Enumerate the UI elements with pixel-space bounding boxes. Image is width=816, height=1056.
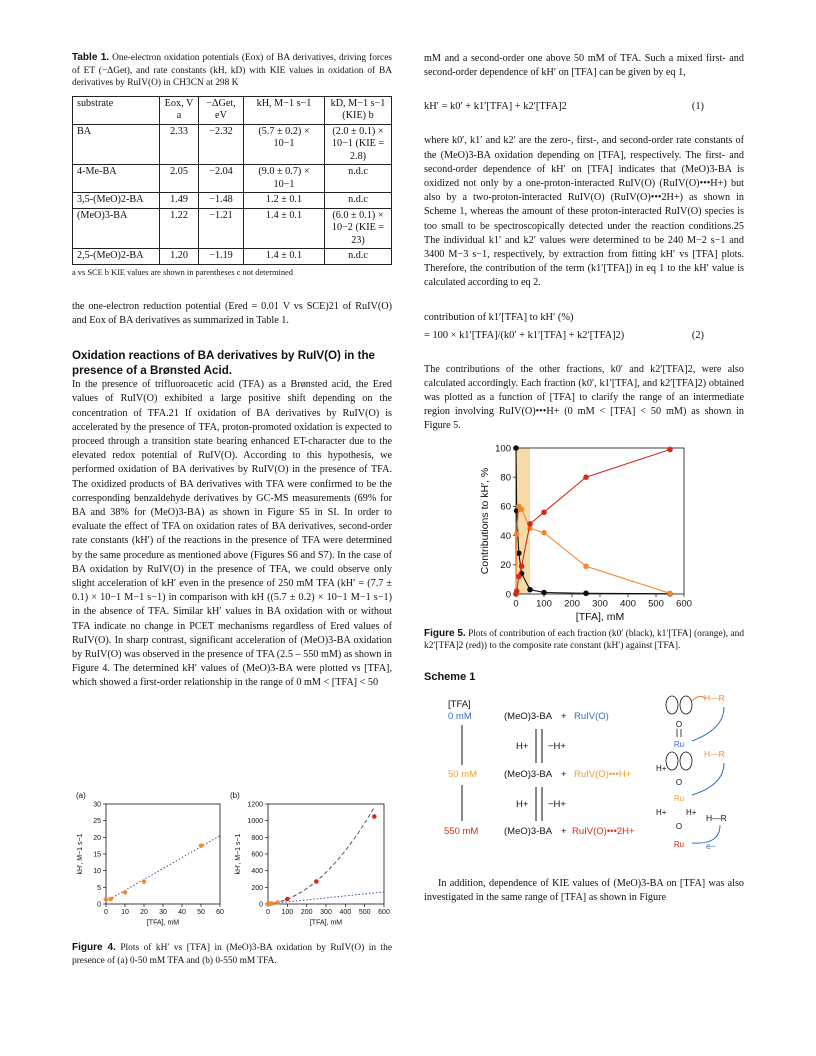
equation-2-line1: contribution of k1′[TFA] to kH′ (%)	[424, 311, 574, 323]
data-point	[519, 506, 525, 512]
table1-header: kD, M−1 s−1 (KIE) b	[325, 96, 392, 124]
svg-text:Ru: Ru	[673, 793, 685, 803]
data-point	[275, 900, 280, 905]
y-tick-label: 0	[259, 901, 263, 909]
scheme-hminus-2: −H+	[548, 798, 566, 810]
data-point	[583, 590, 589, 596]
x-tick-label: 600	[676, 598, 692, 610]
x-tick-label: 400	[339, 909, 352, 916]
x-tick-label: 500	[358, 909, 371, 916]
table-row	[73, 208, 392, 249]
fit-curve-quadratic	[268, 807, 374, 904]
figure-4a-tag: (a)	[76, 791, 86, 800]
y-tick-label: 600	[251, 851, 263, 859]
y-tick-label: 20	[500, 559, 511, 571]
figure-4-caption	[72, 942, 392, 967]
y-tick-label: 0	[97, 901, 101, 909]
scheme-hplus-1: H+	[516, 740, 529, 752]
left-para-1: the one-electron reduction potential (Ered = 0.01 V vs SCE)21 of RuIV(O) and Eox of BA derivatives as summarized in Table 1.	[72, 300, 392, 326]
figure-4b-chart	[230, 790, 392, 940]
scheme-mechanism-1	[656, 749, 725, 803]
scheme-tfa-header: [TFA]	[448, 698, 471, 710]
x-tick-label: 0	[104, 909, 108, 916]
data-point	[667, 590, 673, 596]
scheme-ru-2: RuIV(O)•••2H+	[572, 825, 635, 837]
data-point	[123, 890, 128, 895]
table-cell: (2.0 ± 0.1) × 10−1 (KIE = 2.8)	[325, 124, 392, 165]
data-point	[514, 588, 520, 594]
svg-text:Ru: Ru	[673, 739, 685, 749]
right-para-4: In addition, dependence of KIE values of (MeO)3-BA on [TFA] was also investigated in the same range of [TFA] as shown in Figure	[424, 877, 744, 904]
table-cell: n.d.c	[325, 249, 392, 265]
scheme-hr-2: H—R	[706, 812, 727, 823]
table-row	[73, 193, 392, 209]
scheme-mechanism-0	[666, 693, 725, 749]
x-axis-label: [TFA], mM	[575, 610, 625, 623]
scheme-hr-0: H—R	[704, 692, 725, 703]
table-cell: 2.05	[160, 165, 199, 193]
x-tick-label: 200	[564, 598, 580, 610]
table-row	[73, 249, 392, 265]
data-point	[583, 474, 589, 480]
scheme-hplus-2: H+	[516, 798, 529, 810]
y-tick-label: 5	[97, 884, 101, 892]
table-cell: 4-Me-BA	[73, 165, 160, 193]
x-tick-label: 500	[648, 598, 664, 610]
series-line	[516, 449, 670, 594]
y-axis-label: kH′, M−1 s−1	[235, 833, 242, 875]
y-axis-label: Contributions to kH′, %	[479, 467, 491, 574]
equation-2	[424, 311, 744, 343]
data-point	[541, 530, 547, 536]
right-para-1: mM and a second-order one above 50 mM of TFA. Such a mixed first- and second-order dependence of kH′ on [TFA] can be given by eq 1,	[424, 53, 744, 79]
svg-text:H+: H+	[656, 763, 667, 773]
table-cell: −2.04	[199, 165, 244, 193]
table-cell: −1.21	[199, 208, 244, 249]
plot-frame	[516, 448, 684, 594]
y-tick-label: 200	[251, 884, 263, 892]
table-cell: (9.0 ± 0.7) × 10−1	[244, 165, 325, 193]
scheme-hr-1: H—R	[704, 748, 725, 759]
x-tick-label: 40	[178, 909, 186, 916]
table-row	[73, 165, 392, 193]
data-point	[514, 531, 520, 537]
x-tick-label: 30	[159, 909, 167, 916]
scheme-ru-0: RuIV(O)	[574, 710, 609, 722]
svg-text:O: O	[675, 821, 683, 831]
data-point	[108, 897, 113, 902]
table1-header: kH, M−1 s−1	[244, 96, 325, 124]
table1-header-row	[73, 96, 392, 124]
scheme-hminus-1: −H+	[548, 740, 566, 752]
data-point	[270, 901, 275, 906]
data-point	[541, 589, 547, 595]
figure-4	[72, 790, 392, 990]
data-point	[199, 843, 204, 848]
table-cell: 2,5-(MeO)2-BA	[73, 249, 160, 265]
y-tick-label: 800	[251, 834, 263, 842]
scheme-plus-1: +	[561, 768, 567, 780]
x-tick-label: 0	[513, 598, 519, 610]
data-point	[527, 521, 533, 527]
scheme-1	[424, 689, 744, 859]
table-cell: 3,5-(MeO)2-BA	[73, 193, 160, 209]
data-point	[527, 586, 533, 592]
table1-header: Eox, V a	[160, 96, 199, 124]
scheme-conc-0: 0 mM	[448, 710, 472, 722]
x-tick-label: 60	[216, 909, 224, 916]
table1	[72, 96, 392, 265]
data-point	[142, 879, 147, 884]
x-tick-label: 600	[378, 909, 390, 916]
data-point	[314, 879, 319, 884]
table-cell: n.d.c	[325, 165, 392, 193]
y-axis-label: kH′, M−1 s−1	[77, 833, 84, 875]
scheme-conc-1: 50 mM	[448, 768, 478, 780]
data-point	[519, 563, 525, 569]
x-tick-label: 300	[320, 909, 332, 916]
x-tick-label: 400	[620, 598, 636, 610]
y-tick-label: 15	[93, 851, 101, 859]
y-tick-label: 10	[93, 868, 101, 876]
table-row	[73, 124, 392, 165]
figure-4a-chart	[72, 790, 230, 940]
x-tick-label: 0	[266, 909, 270, 916]
equation-1	[424, 100, 744, 114]
svg-text:H+: H+	[686, 807, 697, 817]
data-point	[513, 445, 519, 451]
y-tick-label: 1200	[247, 801, 263, 809]
figure-5-caption	[424, 628, 744, 653]
x-tick-label: 100	[281, 909, 294, 916]
table-cell: (6.0 ± 0.1) × 10−2 (KIE = 23)	[325, 208, 392, 249]
left-para-2: In the presence of trifluoroacetic acid (TFA) as a Brønsted acid, the Ered values of RuIV(O) exhibited a large positive shift depending on the concentration of TFA.21 If oxidation of BA derivatives by RuIV(O) is accelerated by the presence of TFA, proton-promoted oxidation is expected to proceed through a transition state bearing enhanced ET-character due to the elevated redox potential of RuIV(O). According to this hypothesis, we performed oxidation of BA derivatives by RuIV(O) in the presence of TFA. The oxidized products of BA derivatives with TFA were confirmed to be the corresponding benzaldehyde derivatives by GC-MS measurements (69% for BA and 38% for (MeO)3-BA) as shown in Figure S5 in SI. In order to evaluate the effect of TFA on oxidation rates of BA derivatives, second-order rate constants (kH′) of the reactions in the presence of TFA were determined by the same procedure as mentioned above (Figures S6 and S7). In the case of BA oxidation by RuIV(O) in the presence of TFA, we could observe only slight acceleration of kH′ even in the presence of 250 mM TFA (kH′ = (7.7 ± 0.1) × 10−1 M−1 s−1) in comparison with kH ((5.7 ± 0.2) × 10−1 M−1 s−1) in the absence of TFA. Similar kH′ values in BA oxidation with or without TFA indicate no change in PCET mechanisms regardless of Ered values of RuIV(O). In sharp contrast, significant acceleration of (MeO)3-BA oxidation by RuIV(O) was observed in the presence of TFA (2.5 – 550 mM) as shown in Figure 4. The determined kH′ values of (MeO)3-BA were plotted vs [TFA], which showed a first-order relationship in the range of 0 mM < [TFA] < 50	[72, 379, 392, 689]
x-tick-label: 100	[536, 598, 552, 610]
plot-frame	[268, 804, 384, 904]
section-heading: Oxidation reactions of BA derivatives by RuIV(O) in the presence of a Brønsted Acid.	[72, 349, 375, 378]
data-point	[516, 573, 522, 579]
y-tick-label: 25	[93, 818, 101, 826]
table1-header: substrate	[73, 96, 160, 124]
y-tick-label: 60	[500, 501, 511, 513]
scheme-plus-0: +	[561, 710, 567, 722]
data-point	[583, 563, 589, 569]
x-tick-label: 50	[197, 909, 205, 916]
data-point	[285, 897, 290, 902]
scheme-mechanism-2	[656, 808, 727, 851]
table1-footnote: a vs SCE b KIE values are shown in parentheses c not determined	[72, 267, 293, 277]
svg-text:Ru: Ru	[673, 839, 685, 849]
x-tick-label: 10	[121, 909, 129, 916]
data-point	[372, 814, 377, 819]
figure-5-label: Figure 5.	[424, 627, 466, 639]
table1-header: −ΔGet, eV	[199, 96, 244, 124]
left-column	[72, 52, 393, 966]
y-tick-label: 80	[500, 472, 511, 484]
data-point	[667, 446, 673, 452]
table-cell: 1.20	[160, 249, 199, 265]
scheme-electron: e−	[706, 840, 716, 851]
svg-text:O: O	[675, 719, 683, 729]
data-point	[104, 897, 109, 902]
y-tick-label: 400	[251, 868, 263, 876]
data-point	[541, 509, 547, 515]
table-cell: 2.33	[160, 124, 199, 165]
table-cell: 1.4 ± 0.1	[244, 249, 325, 265]
scheme-1-label: Scheme 1	[424, 670, 476, 683]
x-tick-label: 20	[140, 909, 148, 916]
table-cell: −1.48	[199, 193, 244, 209]
x-tick-label: 300	[592, 598, 608, 610]
figure-4b-tag: (b)	[230, 791, 240, 800]
table-cell: −2.32	[199, 124, 244, 165]
table-cell: BA	[73, 124, 160, 165]
right-para-3: The contributions of the other fractions, k0′ and k2′[TFA]2, were also calculated accordingly. Each fraction (k0′, k1′[TFA], and k2′[TFA]2) obtained was plotted as a function of [TFA] to clarify the range of an intermediate region involving RuIV(O)•••H+ (0 mM < [TFA] < 50 mM) as shown in Figure 5.	[424, 363, 744, 432]
x-axis-label: [TFA], mM	[309, 919, 343, 927]
table1-caption	[72, 52, 392, 90]
plot-frame	[106, 804, 220, 904]
equation-1-number: (1)	[691, 101, 704, 113]
scheme-substrate-0: (MeO)3-BA	[504, 710, 553, 722]
scheme-conc-2: 550 mM	[444, 825, 479, 837]
table-cell: 1.49	[160, 193, 199, 209]
y-tick-label: 1000	[247, 818, 263, 826]
y-tick-label: 0	[505, 588, 511, 600]
table-cell: 1.4 ± 0.1	[244, 208, 325, 249]
series-line	[516, 448, 670, 594]
svg-text:O: O	[675, 777, 683, 787]
svg-text:H+: H+	[656, 807, 667, 817]
table-cell: (MeO)3-BA	[73, 208, 160, 249]
equation-2-line2: = 100 × k1′[TFA]/(k0′ + k1′[TFA] + k2′[TFA]2)	[424, 329, 625, 341]
scheme-substrate-1: (MeO)3-BA	[504, 768, 553, 780]
scheme-substrate-2: (MeO)3-BA	[504, 825, 553, 837]
scheme-plus-2: +	[561, 825, 567, 837]
y-tick-label: 20	[93, 834, 101, 842]
x-tick-label: 200	[300, 909, 313, 916]
table-cell: −1.19	[199, 249, 244, 265]
equation-1-text: kH′ = k0′ + k1′[TFA] + k2′[TFA]2	[424, 101, 567, 113]
figure-4-caption-text: Plots of kH′ vs [TFA] in (MeO)3-BA oxidation by RuIV(O) in the presence of (a) 0-50 mM TFA and (b) 0-550 mM TFA.	[72, 943, 392, 966]
x-axis-label: [TFA], mM	[146, 919, 180, 927]
table1-caption-text: One-electron oxidation potentials (Eox) of BA derivatives, driving forces of ET (−ΔGet), and rate constants (kH, kD) with KIE values in oxidation of BA derivatives by RuIV(O) in CH3CN at 298 K	[72, 53, 393, 89]
table-cell: 1.22	[160, 208, 199, 249]
right-para-2: where k0′, k1′ and k2′ are the zero-, first-, and second-order rate constants of the (MeO)3-BA oxidation depending on [TFA], respectively. The first- and second-order dependence of kH′ on [TFA] indicates that (MeO)3-BA is oxidized not only by a one-proton-interacted RuIV(O) (RuIV(O)•••H+) but also by a two-proton-interacted RuIV(O) (RuIV(O)•••2H+) as shown in Scheme 1, whereas the amount of these proton-interacted RuIV(O) species is too small to be spectroscopically detected under the reaction conditions.25 The individual k1′ and k2′ values were determined to be 240 M−2 s−1 and 3400 M−3 s−1, respectively, by extraction from fitting kH′ vs [TFA] plots. Therefore, the contribution of the term (k1′[TFA]) in eq 1 to the kH′ value is calculated according to eq 2.	[424, 135, 744, 289]
scheme-ru-1: RuIV(O)•••H+	[574, 768, 632, 780]
table-cell: n.d.c	[325, 193, 392, 209]
right-column	[424, 52, 744, 905]
table-cell: 1.2 ± 0.1	[244, 193, 325, 209]
table-cell: (5.7 ± 0.2) × 10−1	[244, 124, 325, 165]
equation-2-number: (2)	[691, 329, 704, 341]
table1-caption-label: Table 1.	[72, 52, 110, 63]
figure-4-label: Figure 4.	[72, 942, 116, 953]
series-line	[516, 506, 670, 594]
figure-5-chart	[424, 440, 744, 626]
y-tick-label: 30	[93, 801, 101, 809]
y-tick-label: 100	[495, 442, 511, 454]
figure-5-caption-text: Plots of contribution of each fraction (k0′ (black), k1′[TFA] (orange), and k2′[TFA]2 (red)) to the composite rate constant (kH′) against [TFA].	[424, 628, 745, 652]
y-tick-label: 40	[500, 530, 511, 542]
